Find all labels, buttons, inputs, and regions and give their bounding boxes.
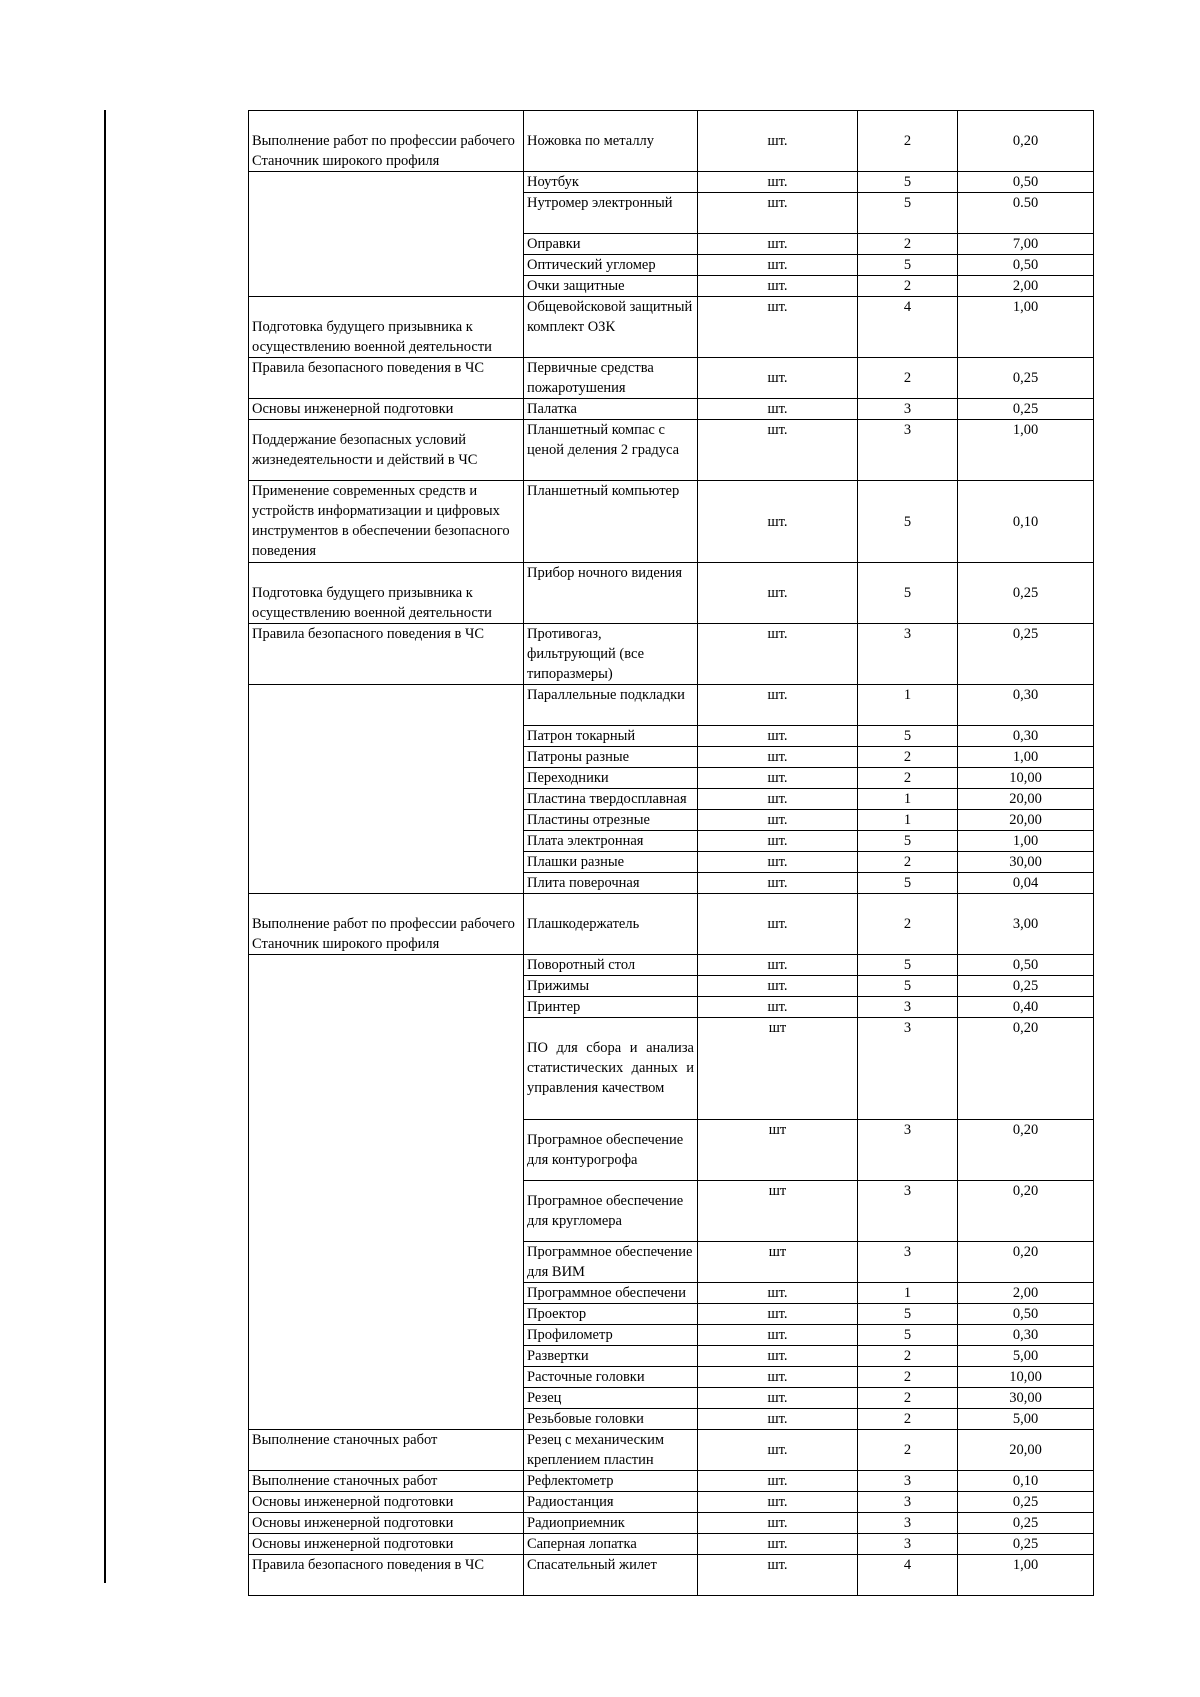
- unit-cell: шт.: [698, 172, 858, 193]
- ratio-cell: 1,00: [958, 747, 1094, 768]
- item-cell: Оптический угломер: [524, 255, 698, 276]
- ratio-cell: 0,10: [958, 481, 1094, 563]
- ratio-cell: 0,25: [958, 1492, 1094, 1513]
- qty-cell: 3: [858, 1120, 958, 1181]
- unit-cell: шт.: [698, 420, 858, 481]
- ratio-cell: 0,25: [958, 358, 1094, 399]
- qty-cell: 5: [858, 976, 958, 997]
- qty-cell: 2: [858, 1409, 958, 1430]
- item-cell: Оправки: [524, 234, 698, 255]
- ratio-cell: 0,04: [958, 873, 1094, 894]
- qty-cell: 3: [858, 1181, 958, 1242]
- unit-cell: шт.: [698, 1471, 858, 1492]
- ratio-cell: 0,20: [958, 111, 1094, 172]
- unit-cell: шт.: [698, 747, 858, 768]
- table-row: [249, 481, 1094, 563]
- unit-cell: шт.: [698, 1555, 858, 1596]
- qty-cell: 3: [858, 624, 958, 685]
- qty-cell: 1: [858, 1283, 958, 1304]
- item-cell: Поворотный стол: [524, 955, 698, 976]
- activity-cell: Выполнение станочных работ: [249, 1471, 524, 1492]
- qty-cell: 2: [858, 358, 958, 399]
- qty-cell: 3: [858, 1492, 958, 1513]
- ratio-cell: 5,00: [958, 1346, 1094, 1367]
- item-cell: Проектор: [524, 1304, 698, 1325]
- item-cell: Програмное обеспечение для кругломера: [524, 1181, 698, 1242]
- qty-cell: 2: [858, 1430, 958, 1471]
- item-cell: Переходники: [524, 768, 698, 789]
- ratio-cell: 0,25: [958, 976, 1094, 997]
- item-cell: Ножовка по металлу: [524, 111, 698, 172]
- table-row: [249, 624, 1094, 685]
- unit-cell: шт: [698, 1181, 858, 1242]
- qty-cell: 2: [858, 747, 958, 768]
- table-row: [249, 420, 1094, 481]
- qty-cell: 2: [858, 111, 958, 172]
- ratio-cell: 7,00: [958, 234, 1094, 255]
- activity-cell: [249, 955, 524, 1430]
- item-cell: Програмное обеспечение для контурогрофа: [524, 1120, 698, 1181]
- ratio-cell: 0,25: [958, 624, 1094, 685]
- qty-cell: 5: [858, 955, 958, 976]
- ratio-cell: 0,50: [958, 255, 1094, 276]
- unit-cell: шт.: [698, 255, 858, 276]
- activity-cell: Правила безопасного поведения в ЧС: [249, 1555, 524, 1596]
- ratio-cell: 30,00: [958, 1388, 1094, 1409]
- item-cell: Плита поверочная: [524, 873, 698, 894]
- activity-cell: [249, 172, 524, 297]
- activity-cell: Выполнение работ по профессии рабочего Станочник широкого профиля: [249, 894, 524, 955]
- item-cell: Резьбовые головки: [524, 1409, 698, 1430]
- qty-cell: 3: [858, 420, 958, 481]
- activity-cell: Поддержание безопасных условий жизнедеятельности и действий в ЧС: [249, 420, 524, 481]
- table-row: [249, 1513, 1094, 1534]
- unit-cell: шт: [698, 1120, 858, 1181]
- unit-cell: шт.: [698, 852, 858, 873]
- qty-cell: 1: [858, 810, 958, 831]
- unit-cell: шт.: [698, 726, 858, 747]
- unit-cell: шт.: [698, 399, 858, 420]
- unit-cell: шт.: [698, 1388, 858, 1409]
- item-cell: Нутромер электронный: [524, 193, 698, 234]
- ratio-cell: 0,10: [958, 1471, 1094, 1492]
- unit-cell: шт.: [698, 789, 858, 810]
- item-cell: Развертки: [524, 1346, 698, 1367]
- item-cell: Расточные головки: [524, 1367, 698, 1388]
- item-cell: Ноутбук: [524, 172, 698, 193]
- unit-cell: шт.: [698, 976, 858, 997]
- unit-cell: шт.: [698, 1367, 858, 1388]
- qty-cell: 3: [858, 1534, 958, 1555]
- ratio-cell: 0,50: [958, 1304, 1094, 1325]
- ratio-cell: 0,50: [958, 955, 1094, 976]
- qty-cell: 5: [858, 193, 958, 234]
- ratio-cell: 1,00: [958, 420, 1094, 481]
- unit-cell: шт.: [698, 1534, 858, 1555]
- item-cell: Патроны разные: [524, 747, 698, 768]
- item-cell: Резец: [524, 1388, 698, 1409]
- item-cell: Плата электронная: [524, 831, 698, 852]
- qty-cell: 4: [858, 297, 958, 358]
- unit-cell: шт.: [698, 810, 858, 831]
- qty-cell: 3: [858, 399, 958, 420]
- unit-cell: шт.: [698, 1430, 858, 1471]
- item-cell: Спасательный жилет: [524, 1555, 698, 1596]
- item-cell: Общевойсковой защитный комплект ОЗК: [524, 297, 698, 358]
- qty-cell: 5: [858, 172, 958, 193]
- unit-cell: шт.: [698, 1409, 858, 1430]
- ratio-cell: 0.50: [958, 193, 1094, 234]
- qty-cell: 5: [858, 481, 958, 563]
- unit-cell: шт.: [698, 768, 858, 789]
- qty-cell: 1: [858, 789, 958, 810]
- item-cell: Планшетный компас с ценой деления 2 градуса: [524, 420, 698, 481]
- activity-cell: [249, 685, 524, 894]
- unit-cell: шт.: [698, 234, 858, 255]
- item-cell: Профилометр: [524, 1325, 698, 1346]
- qty-cell: 5: [858, 255, 958, 276]
- qty-cell: 5: [858, 1325, 958, 1346]
- ratio-cell: 0,20: [958, 1242, 1094, 1283]
- unit-cell: шт.: [698, 873, 858, 894]
- item-cell: Радиостанция: [524, 1492, 698, 1513]
- qty-cell: 5: [858, 831, 958, 852]
- unit-cell: шт.: [698, 1492, 858, 1513]
- unit-cell: шт.: [698, 1346, 858, 1367]
- item-cell: Пластина твердосплавная: [524, 789, 698, 810]
- item-cell: Плашки разные: [524, 852, 698, 873]
- ratio-cell: 20,00: [958, 1430, 1094, 1471]
- table-row: [249, 172, 1094, 193]
- table-row: [249, 894, 1094, 955]
- unit-cell: шт.: [698, 1304, 858, 1325]
- activity-cell: Основы инженерной подготовки: [249, 1534, 524, 1555]
- ratio-cell: 0,20: [958, 1120, 1094, 1181]
- qty-cell: 1: [858, 685, 958, 726]
- unit-cell: шт.: [698, 111, 858, 172]
- ratio-cell: 1,00: [958, 1555, 1094, 1596]
- table-row: [249, 1534, 1094, 1555]
- item-cell: Планшетный компьютер: [524, 481, 698, 563]
- item-cell: Прижимы: [524, 976, 698, 997]
- ratio-cell: 0,25: [958, 399, 1094, 420]
- activity-cell: Правила безопасного поведения в ЧС: [249, 358, 524, 399]
- table-row: [249, 1492, 1094, 1513]
- ratio-cell: 2,00: [958, 1283, 1094, 1304]
- page-margin-line: [104, 110, 106, 1583]
- table-row: [249, 1555, 1094, 1596]
- ratio-cell: 30,00: [958, 852, 1094, 873]
- ratio-cell: 0,20: [958, 1181, 1094, 1242]
- ratio-cell: 0,20: [958, 1018, 1094, 1120]
- ratio-cell: 2,00: [958, 276, 1094, 297]
- activity-cell: Основы инженерной подготовки: [249, 1513, 524, 1534]
- activity-cell: Выполнение работ по профессии рабочего Станочник широкого профиля: [249, 111, 524, 172]
- table-row: [249, 297, 1094, 358]
- activity-cell: Правила безопасного поведения в ЧС: [249, 624, 524, 685]
- unit-cell: шт.: [698, 997, 858, 1018]
- item-cell: Палатка: [524, 399, 698, 420]
- ratio-cell: 20,00: [958, 789, 1094, 810]
- unit-cell: шт.: [698, 685, 858, 726]
- qty-cell: 2: [858, 852, 958, 873]
- item-cell: Радиоприемник: [524, 1513, 698, 1534]
- ratio-cell: 3,00: [958, 894, 1094, 955]
- qty-cell: 2: [858, 1346, 958, 1367]
- item-cell: Плашкодержатель: [524, 894, 698, 955]
- unit-cell: шт.: [698, 563, 858, 624]
- qty-cell: 3: [858, 1471, 958, 1492]
- item-cell: Патрон токарный: [524, 726, 698, 747]
- ratio-cell: 1,00: [958, 297, 1094, 358]
- item-cell: Программное обеспечение для ВИМ: [524, 1242, 698, 1283]
- item-cell: Пластины отрезные: [524, 810, 698, 831]
- table-row: [249, 1430, 1094, 1471]
- unit-cell: шт: [698, 1242, 858, 1283]
- item-cell: Параллельные подкладки: [524, 685, 698, 726]
- ratio-cell: 0,25: [958, 1513, 1094, 1534]
- unit-cell: шт: [698, 1018, 858, 1120]
- unit-cell: шт.: [698, 1283, 858, 1304]
- ratio-cell: 0,25: [958, 563, 1094, 624]
- unit-cell: шт.: [698, 1325, 858, 1346]
- unit-cell: шт.: [698, 481, 858, 563]
- qty-cell: 2: [858, 234, 958, 255]
- ratio-cell: 10,00: [958, 1367, 1094, 1388]
- unit-cell: шт.: [698, 276, 858, 297]
- equipment-table: [248, 110, 1094, 1596]
- qty-cell: 2: [858, 894, 958, 955]
- activity-cell: Основы инженерной подготовки: [249, 399, 524, 420]
- unit-cell: шт.: [698, 358, 858, 399]
- ratio-cell: 20,00: [958, 810, 1094, 831]
- item-cell: Принтер: [524, 997, 698, 1018]
- qty-cell: 5: [858, 726, 958, 747]
- qty-cell: 3: [858, 1018, 958, 1120]
- ratio-cell: 1,00: [958, 831, 1094, 852]
- qty-cell: 2: [858, 276, 958, 297]
- table-row: [249, 685, 1094, 726]
- qty-cell: 5: [858, 1304, 958, 1325]
- qty-cell: 4: [858, 1555, 958, 1596]
- activity-cell: Подготовка будущего призывника к осуществлению военной деятельности: [249, 563, 524, 624]
- unit-cell: шт.: [698, 831, 858, 852]
- ratio-cell: 0,25: [958, 1534, 1094, 1555]
- activity-cell: Подготовка будущего призывника к осуществлению военной деятельности: [249, 297, 524, 358]
- ratio-cell: 0,30: [958, 1325, 1094, 1346]
- unit-cell: шт.: [698, 624, 858, 685]
- qty-cell: 3: [858, 1242, 958, 1283]
- qty-cell: 5: [858, 873, 958, 894]
- item-cell: ПО для сбора и анализа статистических данных и управления качеством: [524, 1018, 698, 1120]
- item-cell: Саперная лопатка: [524, 1534, 698, 1555]
- activity-cell: Применение современных средств и устройств информатизации и цифровых инструментов в обеспечении безопасного поведения: [249, 481, 524, 563]
- qty-cell: 2: [858, 1388, 958, 1409]
- ratio-cell: 0,50: [958, 172, 1094, 193]
- table-row: [249, 358, 1094, 399]
- activity-cell: Выполнение станочных работ: [249, 1430, 524, 1471]
- item-cell: Очки защитные: [524, 276, 698, 297]
- item-cell: Резец с механическим креплением пластин: [524, 1430, 698, 1471]
- table-row: [249, 955, 1094, 976]
- table-row: [249, 563, 1094, 624]
- item-cell: Первичные средства пожаротушения: [524, 358, 698, 399]
- qty-cell: 3: [858, 1513, 958, 1534]
- ratio-cell: 5,00: [958, 1409, 1094, 1430]
- unit-cell: шт.: [698, 1513, 858, 1534]
- qty-cell: 2: [858, 768, 958, 789]
- ratio-cell: 0,40: [958, 997, 1094, 1018]
- unit-cell: шт.: [698, 297, 858, 358]
- unit-cell: шт.: [698, 193, 858, 234]
- table-row: [249, 111, 1094, 172]
- qty-cell: 3: [858, 997, 958, 1018]
- item-cell: Прибор ночного видения: [524, 563, 698, 624]
- activity-cell: Основы инженерной подготовки: [249, 1492, 524, 1513]
- item-cell: Программное обеспечени: [524, 1283, 698, 1304]
- ratio-cell: 10,00: [958, 768, 1094, 789]
- item-cell: Рефлектометр: [524, 1471, 698, 1492]
- item-cell: Противогаз, фильтрующий (все типоразмеры): [524, 624, 698, 685]
- unit-cell: шт.: [698, 894, 858, 955]
- qty-cell: 2: [858, 1367, 958, 1388]
- table-row: [249, 1471, 1094, 1492]
- unit-cell: шт.: [698, 955, 858, 976]
- ratio-cell: 0,30: [958, 726, 1094, 747]
- ratio-cell: 0,30: [958, 685, 1094, 726]
- table-row: [249, 399, 1094, 420]
- qty-cell: 5: [858, 563, 958, 624]
